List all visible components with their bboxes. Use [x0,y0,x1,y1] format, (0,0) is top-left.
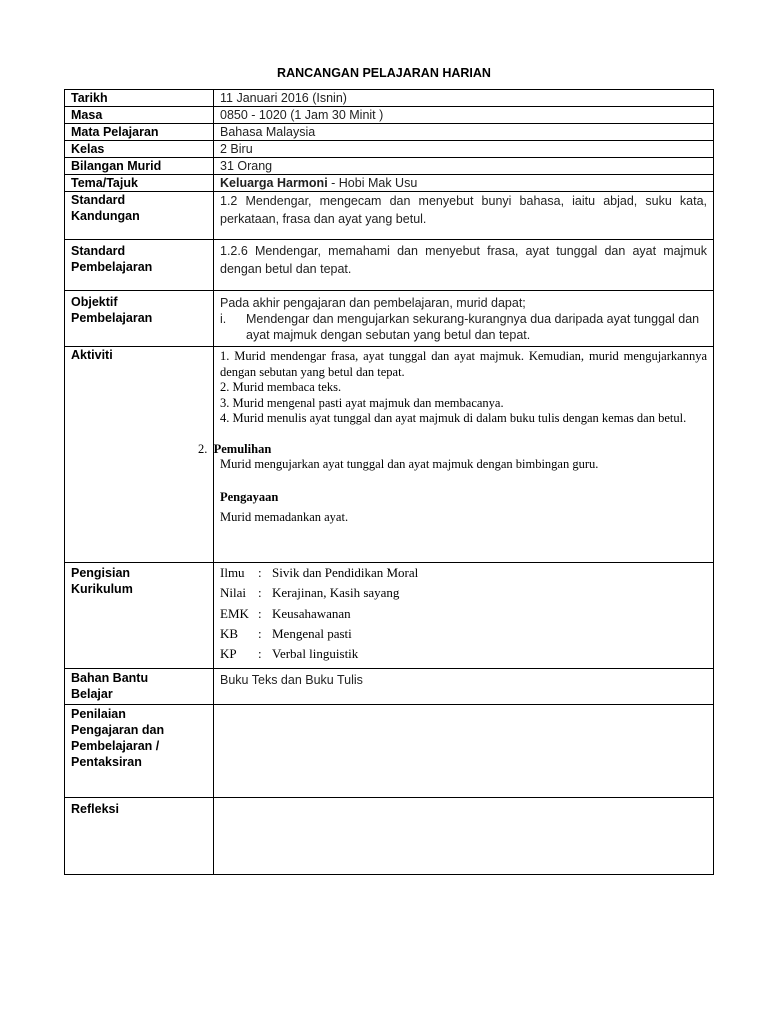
value-standard-kandungan: 1.2 Mendengar, mengecam dan menyebut bunyi bahasa, iaitu abjad, suku kata, perkataan, frasa dan ayat yang betul. [214,192,714,240]
row-penilaian [65,705,714,798]
label-line: Pembelajaran [71,311,153,325]
row-tema [65,175,714,192]
pengayaan-heading [220,490,707,506]
kurikulum-sep: : [258,585,262,601]
value-objektif [214,291,714,347]
kurikulum-value: Kerajinan, Kasih sayang [272,585,400,601]
kurikulum-key: EMK [220,605,249,621]
row-bahan-bantu [65,669,714,705]
kurikulum-value: Mengenal pasti [272,625,352,641]
row-tarikh [65,90,714,107]
label-line: Standard [71,193,126,207]
kurikulum-value: Keusahawanan [272,605,351,621]
row-standard-pembelajaran [65,240,714,291]
kurikulum-key: KP [220,646,237,662]
value-pengisian-kurikulum [214,563,714,669]
label-bahan-bantu [65,669,214,705]
label-line: Kandungan [71,209,140,223]
pemulihan-num: 2. [198,441,208,456]
label-line: Belajar [71,687,113,701]
label-pengisian-kurikulum [65,563,214,669]
value-masa: 0850 - 1020 (1 Jam 30 Minit ) [214,107,714,124]
kurikulum-value: Sivik dan Pendidikan Moral [272,565,419,580]
label-line: Pengajaran dan [71,723,165,737]
kurikulum-sep: : [258,565,262,580]
row-refleksi [65,798,714,875]
label-line: Objektif [71,295,118,309]
aktiviti-step: 2. Murid membaca teks. [220,380,342,394]
objektif-intro: Pada akhir pengajaran dan pembelajaran, murid dapat; [220,296,526,310]
aktiviti-step: 1. Murid mendengar frasa, ayat tunggal dan ayat majmuk. Kemudian, murid mengujarkannya dengan sebutan yang betul dan tepat. [220,349,707,379]
label-standard-kandungan [65,192,214,240]
label-line: Pentaksiran [71,755,142,769]
label-masa: Masa [65,107,214,124]
pemulihan-heading [198,442,707,458]
value-kelas: 2 Biru [214,141,714,158]
label-objektif [65,291,214,347]
value-standard-pembelajaran: 1.2.6 Mendengar, memahami dan menyebut frasa, ayat tunggal dan ayat majmuk dengan betul dan tepat. [214,240,714,291]
row-mata-pelajaran [65,124,714,141]
value-tarikh: 11 Januari 2016 (Isnin) [214,90,714,107]
tema-bold: Keluarga Harmoni [220,176,328,190]
label-mata-pelajaran: Mata Pelajaran [65,124,214,141]
label-refleksi: Refleksi [65,798,214,875]
aktiviti-step: 3. Murid mengenal pasti ayat majmuk dan membacanya. [220,395,504,410]
row-masa [65,107,714,124]
kurikulum-key: Ilmu [220,565,245,580]
kurikulum-item [220,624,707,644]
label-bilangan-murid: Bilangan Murid [65,158,214,175]
label-tema: Tema/Tajuk [65,175,214,192]
label-line: Standard [71,244,126,258]
value-aktiviti [198,347,714,563]
pemulihan-title: Pemulihan [213,441,272,456]
value-penilaian [214,705,714,798]
row-aktiviti [65,347,714,563]
label-tarikh: Tarikh [65,90,214,107]
row-bilangan-murid [65,158,714,175]
label-line: Pengisian [71,566,131,580]
kurikulum-item [220,644,707,664]
tema-rest: - Hobi Mak Usu [327,176,418,190]
kurikulum-sep: : [258,605,262,621]
kurikulum-key: KB [220,625,239,641]
value-tema [214,175,714,192]
kurikulum-item [220,604,707,624]
kurikulum-sep: : [258,646,262,662]
value-refleksi [214,798,714,875]
lesson-plan-table [64,89,714,875]
objektif-item-num: i. [220,312,227,326]
label-line: Kurikulum [71,582,133,596]
value-bilangan-murid: 31 Orang [214,158,714,175]
kurikulum-item [220,583,707,603]
label-penilaian [65,705,214,798]
kurikulum-item [220,563,707,583]
row-kelas [65,141,714,158]
label-line: Pembelajaran / [71,739,160,753]
label-line: Penilaian [71,707,126,721]
label-line: Bahan Bantu [71,671,149,685]
objektif-item-text: Mendengar dan mengujarkan sekurang-kurangnya dua daripada ayat tunggal dan ayat majmuk dengan sebutan yang betul dan tepat. [246,312,700,342]
pemulihan-text: Murid mengujarkan ayat tunggal dan ayat majmuk dengan bimbingan guru. [220,457,599,471]
label-kelas: Kelas [65,141,214,158]
label-standard-pembelajaran [65,240,214,291]
pengayaan-title: Pengayaan [220,489,279,504]
pengayaan-text: Murid memadankan ayat. [220,510,349,524]
label-aktiviti: Aktiviti [65,347,214,563]
aktiviti-step: 4. Murid menulis ayat tunggal dan ayat majmuk di dalam buku tulis dengan kemas dan betul. [220,411,687,425]
value-mata-pelajaran: Bahasa Malaysia [214,124,714,141]
row-standard-kandungan [65,192,714,240]
value-bahan-bantu: Buku Teks dan Buku Tulis [214,669,714,705]
kurikulum-sep: : [258,625,262,641]
kurikulum-value: Verbal linguistik [272,646,359,662]
objektif-item [220,311,707,343]
page-title: RANCANGAN PELAJARAN HARIAN [277,66,491,80]
kurikulum-key: Nilai [220,585,246,601]
label-line: Pembelajaran [71,260,153,274]
row-pengisian-kurikulum [65,563,714,669]
row-objektif [65,291,714,347]
